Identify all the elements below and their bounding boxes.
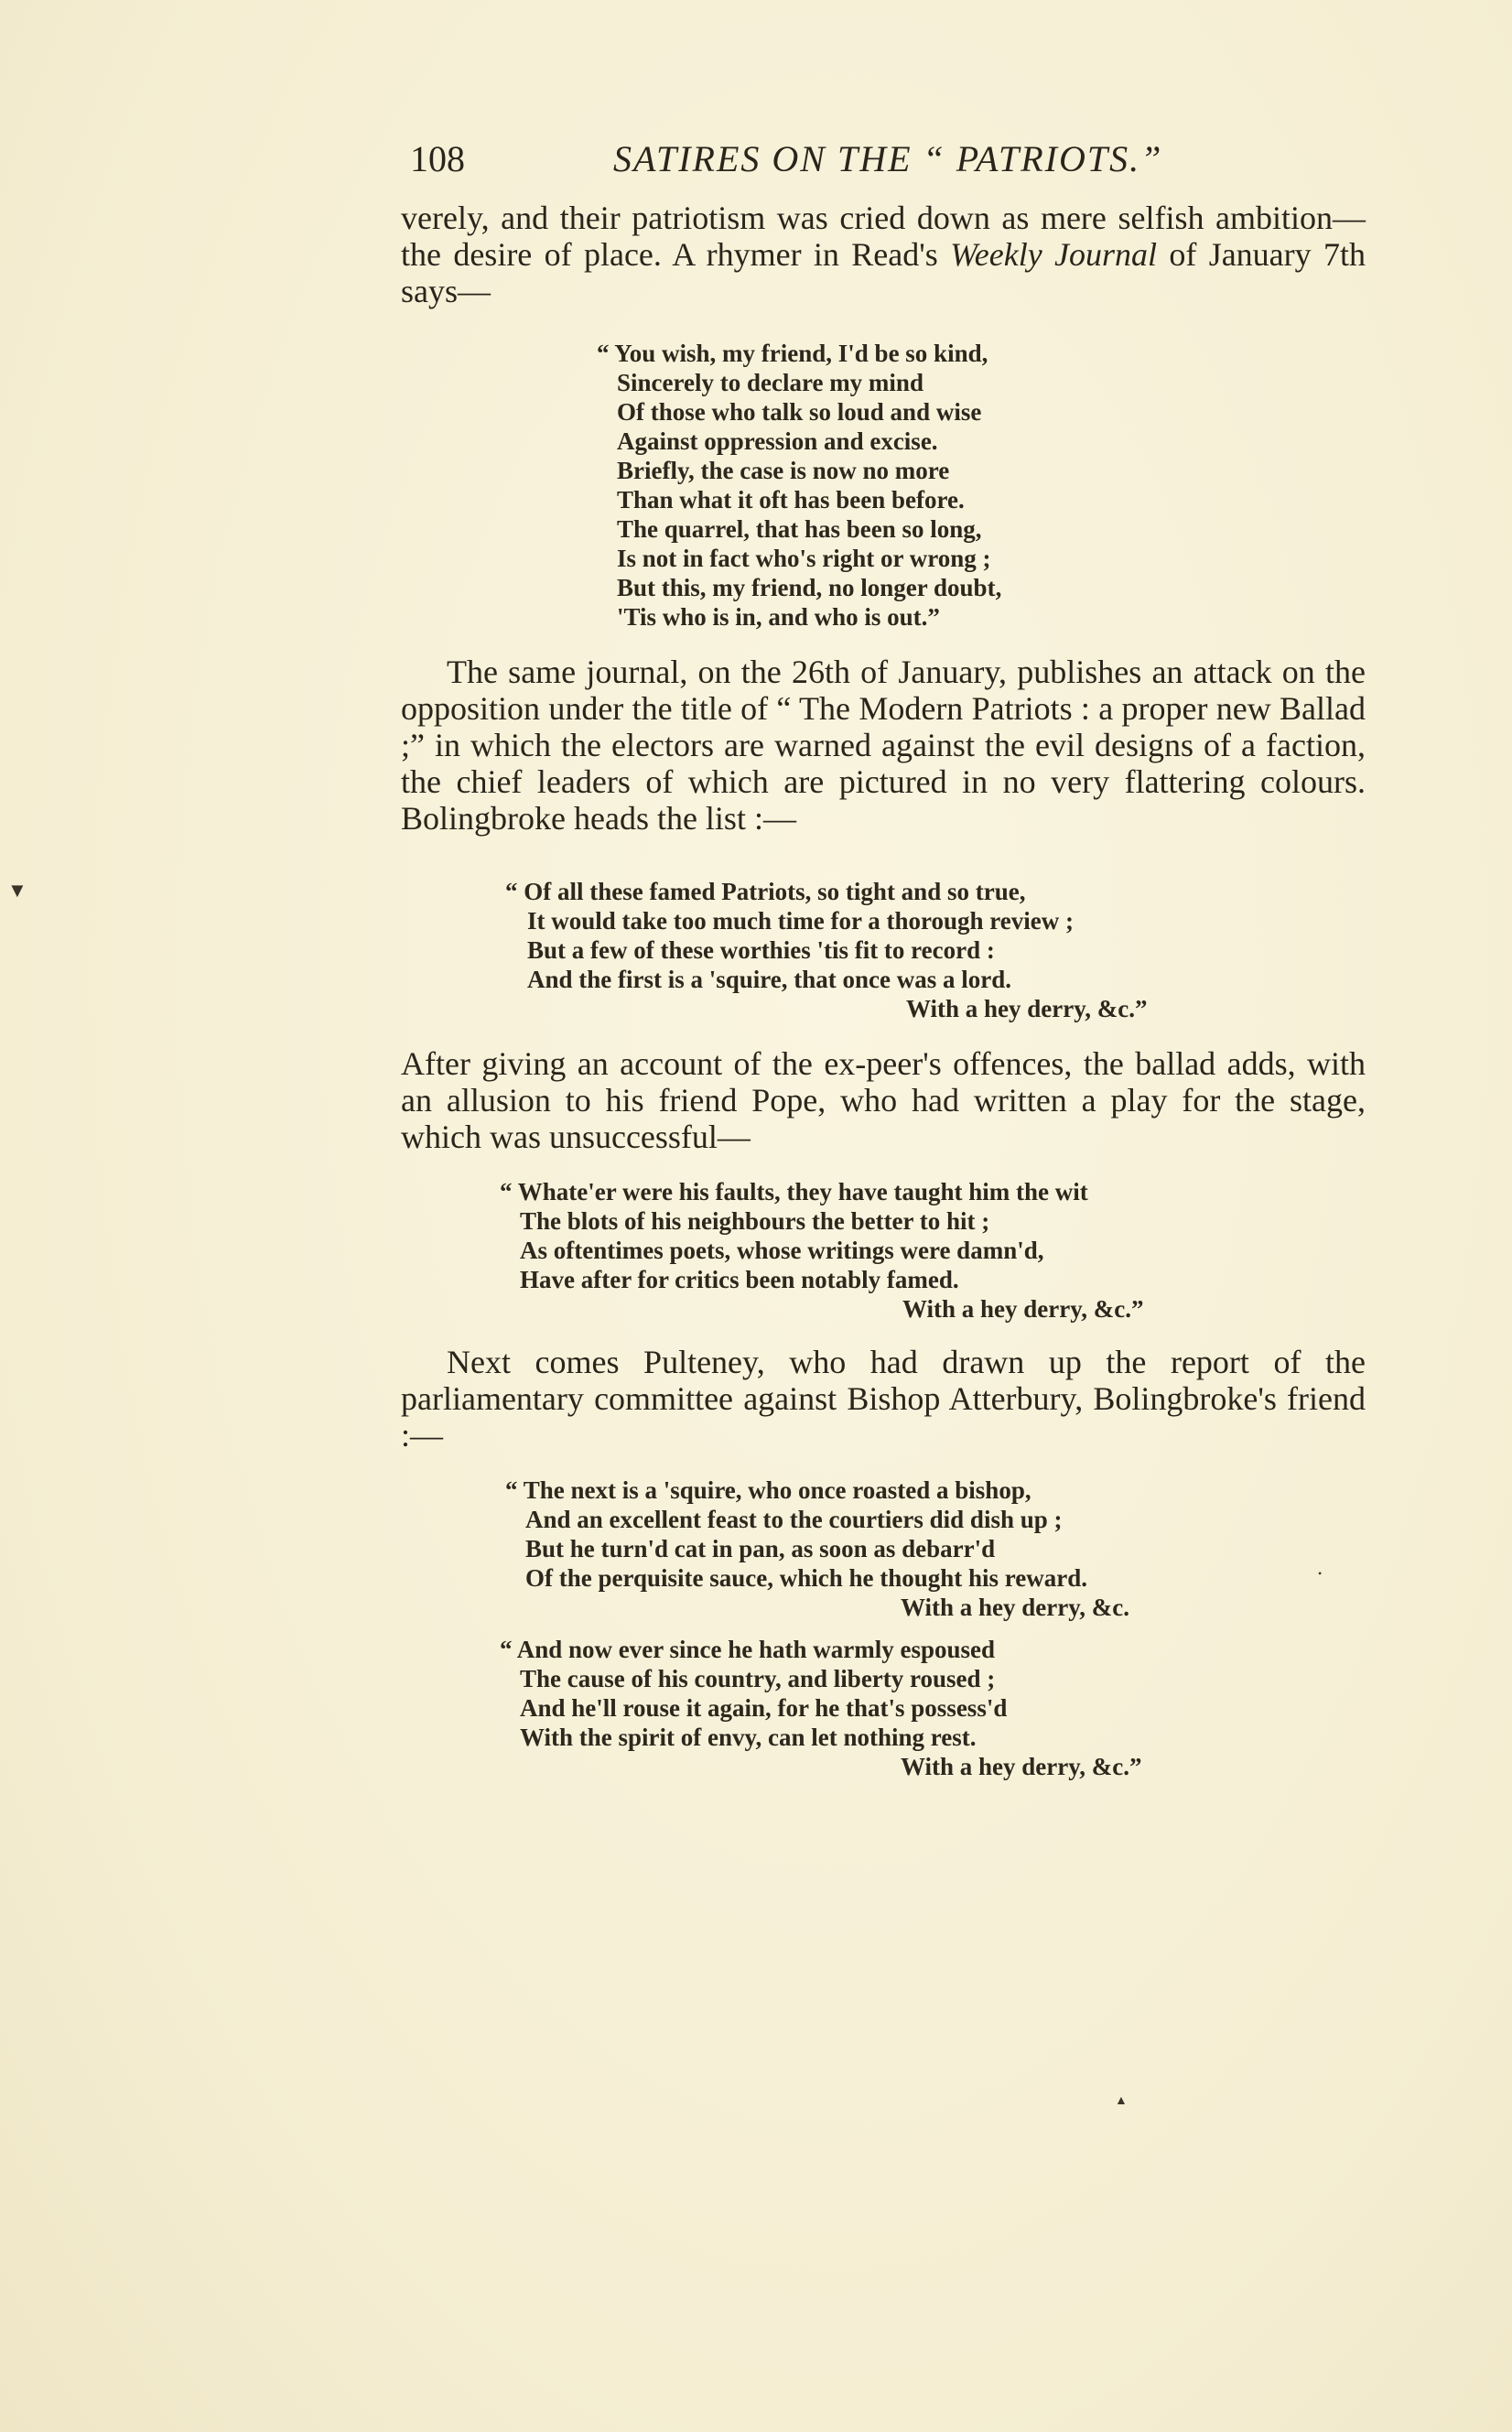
verse-line: Briefly, the case is now no more xyxy=(617,457,950,484)
verse-line: But a few of these worthies 'tis fit to record : xyxy=(527,936,995,964)
verse-refrain: With a hey derry, &c.” xyxy=(906,995,1148,1022)
verse-line: The cause of his country, and liberty roused ; xyxy=(520,1665,996,1692)
verse-line: Have after for critics been notably famed. xyxy=(520,1266,959,1293)
paragraph-1-before: verely, and their patriotism was cried down as mere selfish ambition—the desire of place. A rhymer in Read's xyxy=(401,200,1366,273)
verse-3 xyxy=(500,1177,1143,1324)
verse-refrain: With a hey derry, &c.” xyxy=(902,1295,1144,1323)
verse-line: “ Of all these famed Patriots, so tight and so true, xyxy=(505,878,1026,905)
paragraph-1 xyxy=(401,200,1366,309)
page-header xyxy=(410,137,1371,192)
page-number: 108 xyxy=(410,138,465,179)
verse-line: Against oppression and excise. xyxy=(617,427,938,455)
paragraph-text: The same journal, on the 26th of January, publishes an attack on the opposition under the title of “ The Modern Patriots : a proper new Ballad ;” in which the electors are warned against the evil designs of a faction, the chief leaders of which are pictured in no very flattering colours. Bolingbroke heads the list :— xyxy=(401,654,1366,837)
paragraph-2 xyxy=(401,654,1366,837)
verse-refrain: With a hey derry, &c.” xyxy=(901,1753,1142,1780)
verse-line: “ And now ever since he hath warmly espoused xyxy=(500,1636,996,1663)
verse-4 xyxy=(505,1475,1129,1622)
verse-5 xyxy=(500,1635,1141,1781)
paragraph-text xyxy=(401,200,1366,309)
journal-title: Weekly Journal xyxy=(950,236,1158,273)
verse-line: Sincerely to declare my mind xyxy=(617,369,923,396)
speck-mark-icon: • xyxy=(1318,1567,1323,1580)
verse-line: And the first is a 'squire, that once was a lord. xyxy=(527,966,1012,993)
verse-line: “ The next is a 'squire, who once roasted a bishop, xyxy=(505,1476,1031,1504)
paragraph-text: After giving an account of the ex-peer's offences, the ballad adds, with an allusion to his friend Pope, who had written a play for the stage, which was unsuccessful— xyxy=(401,1045,1366,1155)
verse-line: “ You wish, my friend, I'd be so kind, xyxy=(597,340,988,367)
verse-line: Is not in fact who's right or wrong ; xyxy=(617,545,991,572)
verse-line: But he turn'd cat in pan, as soon as debarr'd xyxy=(525,1535,996,1562)
paragraph-1-after: of January 7th says— xyxy=(401,236,1366,309)
verse-line: 'Tis who is in, and who is out.” xyxy=(617,603,940,631)
verse-1 xyxy=(597,339,1001,632)
verse-line: The quarrel, that has been so long, xyxy=(617,515,982,543)
verse-line: As oftentimes poets, whose writings were damn'd, xyxy=(520,1237,1044,1264)
verse-line: Of those who talk so loud and wise xyxy=(617,398,982,426)
verse-line: And he'll rouse it again, for he that's possess'd xyxy=(520,1694,1008,1722)
margin-mark-icon: ▼ xyxy=(7,879,27,902)
paragraph-text: Next comes Pulteney, who had drawn up the report of the parliamentary committee against Bishop Atterbury, Bolingbroke's friend :— xyxy=(401,1344,1366,1454)
verse-line: “ Whate'er were his faults, they have taught him the wit xyxy=(500,1178,1088,1205)
paragraph-3 xyxy=(401,1045,1366,1155)
speck-mark-icon: ▲ xyxy=(1115,2094,1128,2108)
running-head: SATIRES ON THE “ PATRIOTS.” xyxy=(613,138,1163,179)
verse-refrain: With a hey derry, &c. xyxy=(901,1594,1129,1621)
verse-line: With the spirit of envy, can let nothing rest. xyxy=(520,1724,977,1751)
verse-line: Than what it oft has been before. xyxy=(617,486,965,513)
verse-line: It would take too much time for a thorough review ; xyxy=(527,907,1074,935)
verse-line: And an excellent feast to the courtiers did dish up ; xyxy=(525,1506,1063,1533)
verse-line: Of the perquisite sauce, which he thought his reward. xyxy=(525,1564,1088,1592)
verse-line: The blots of his neighbours the better to hit ; xyxy=(520,1207,990,1235)
verse-2 xyxy=(505,877,1147,1023)
verse-line: But this, my friend, no longer doubt, xyxy=(617,574,1002,601)
paragraph-4 xyxy=(401,1344,1366,1454)
